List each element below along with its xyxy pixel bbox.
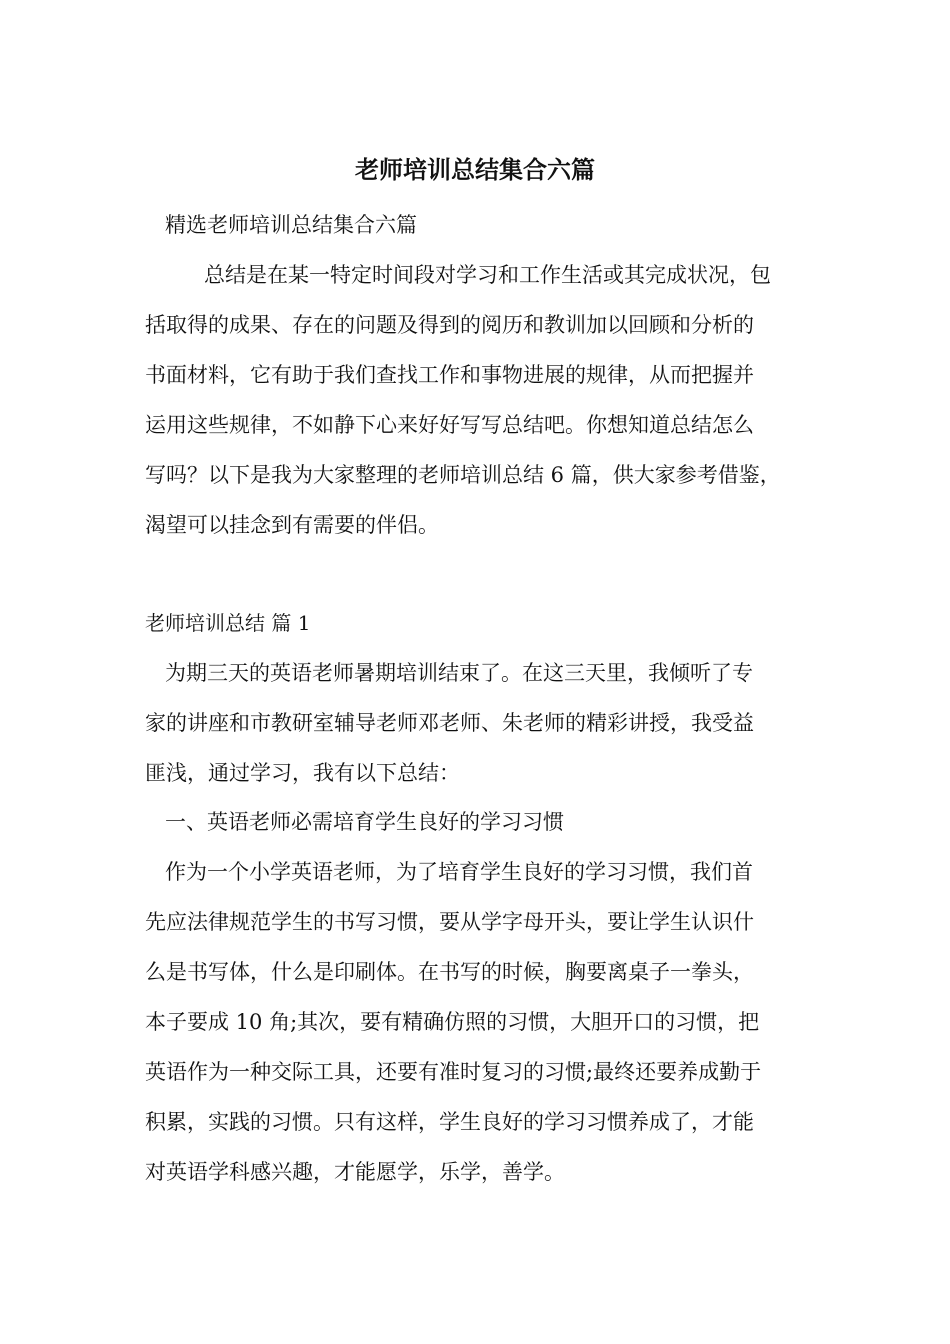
intro-line: 渴望可以挂念到有需要的伴侣。 <box>145 513 439 537</box>
section-line: 对英语学科感兴趣，才能愿学，乐学，善学。 <box>145 1160 565 1184</box>
section-line: 为期三天的英语老师暑期培训结束了。在这三天里，我倾听了专 <box>165 661 753 685</box>
section-line: 家的讲座和市教研室辅导老师邓老师、朱老师的精彩讲授，我受益 <box>145 711 754 735</box>
subsection-heading: 一、英语老师必需培育学生良好的学习习惯 <box>165 810 564 834</box>
section-line: 英语作为一种交际工具，还要有准时复习的习惯;最终还要养成勤于 <box>145 1060 762 1084</box>
document-subtitle: 精选老师培训总结集合六篇 <box>165 213 417 237</box>
section-line: 匪浅，通过学习，我有以下总结： <box>145 761 460 785</box>
section-line: 积累，实践的习惯。只有这样，学生良好的学习习惯养成了，才能 <box>145 1110 754 1134</box>
section-line: 作为一个小学英语老师，为了培育学生良好的学习习惯，我们首 <box>165 860 753 884</box>
section-line: 先应法律规范学生的书写习惯，要从学字母开头，要让学生认识什 <box>145 910 754 934</box>
section-line: 么是书写体，什么是印刷体。在书写的时候，胸要离桌子一拳头， <box>145 960 754 984</box>
intro-line: 运用这些规律，不如静下心来好好写写总结吧。你想知道总结怎么 <box>145 413 754 437</box>
section-line: 本子要成 10 角;其次，要有精确仿照的习惯，大胆开口的习惯，把 <box>145 1010 760 1034</box>
intro-line: 括取得的成果、存在的问题及得到的阅历和教训加以回顾和分析的 <box>145 313 754 337</box>
intro-line: 写吗？以下是我为大家整理的老师培训总结 6 篇，供大家参考借鉴， <box>145 463 781 487</box>
document-title: 老师培训总结集合六篇 <box>355 156 595 184</box>
section-heading: 老师培训总结 篇 1 <box>145 611 311 635</box>
intro-line: 书面材料，它有助于我们查找工作和事物进展的规律，从而把握并 <box>145 363 754 387</box>
intro-line: 总结是在某一特定时间段对学习和工作生活或其完成状况，包 <box>204 263 771 287</box>
